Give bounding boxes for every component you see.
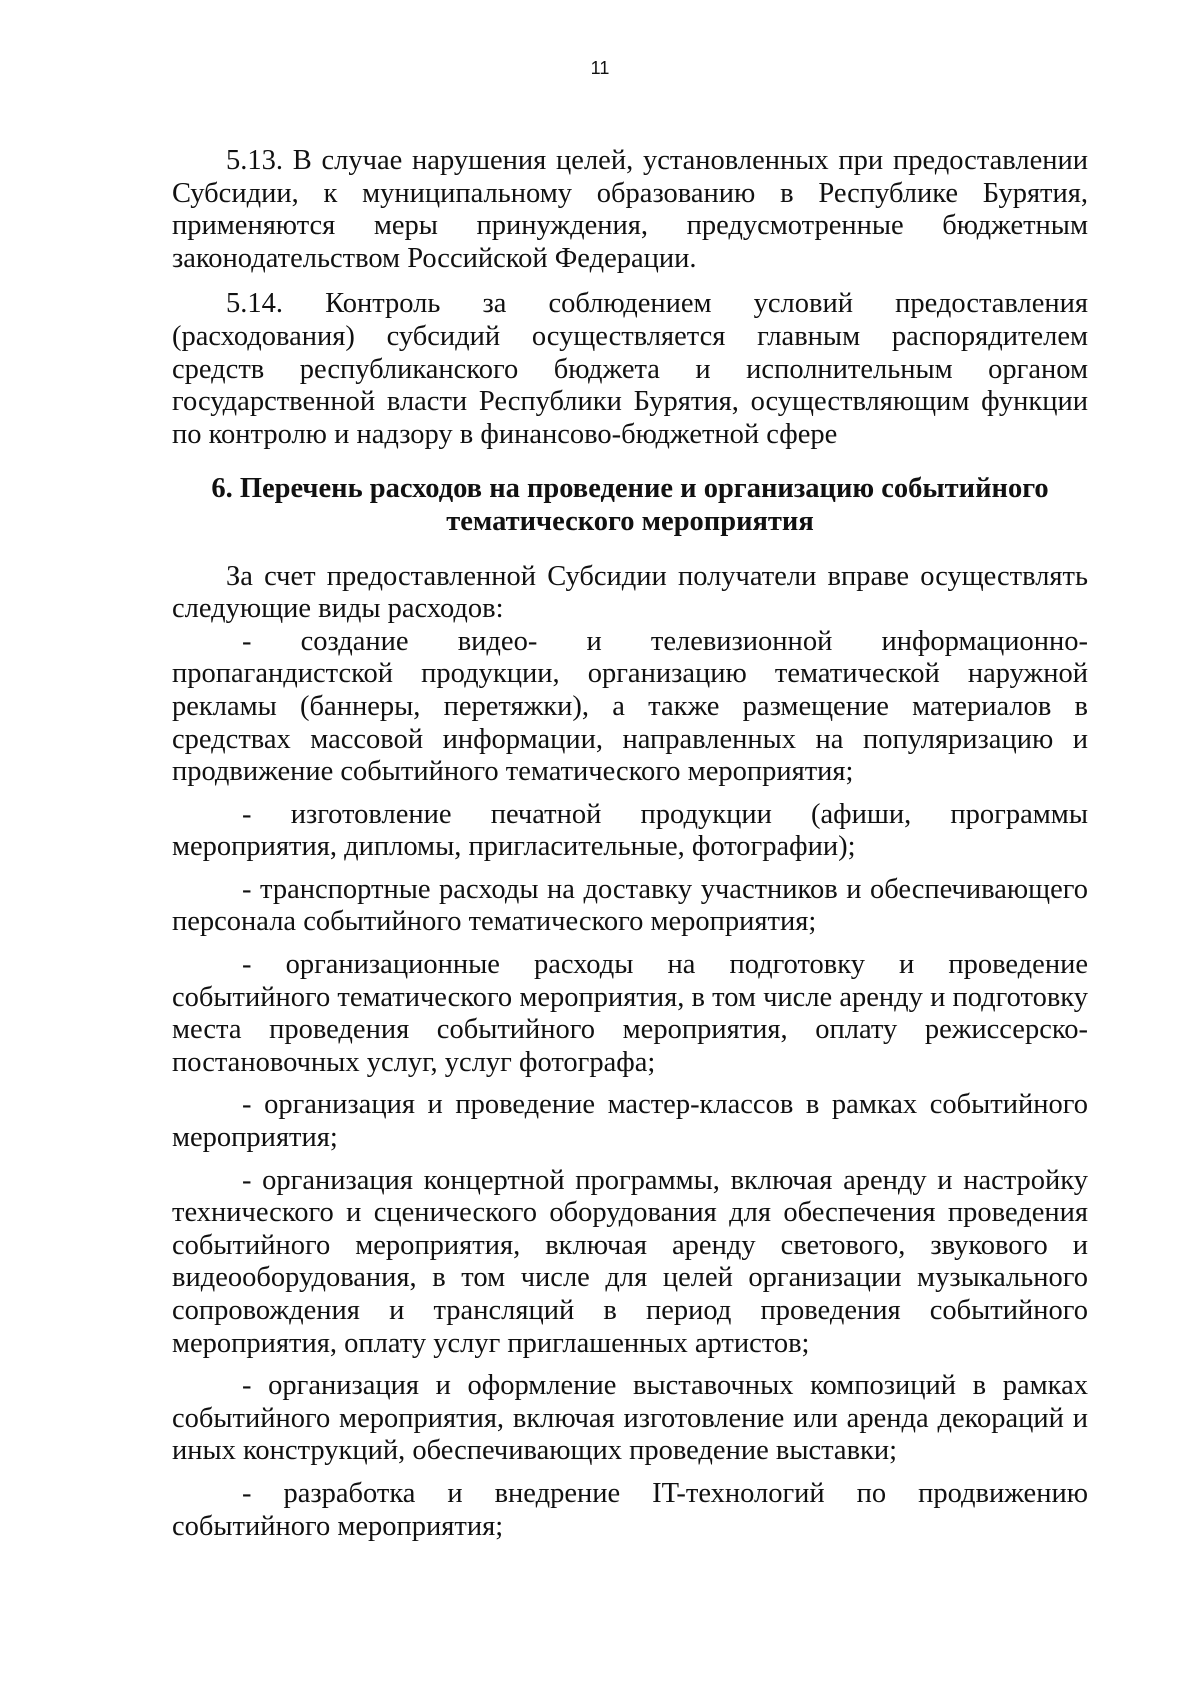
section-intro: За счет предоставленной Субсидии получатели вправе осуществлять следующие виды расходов: xyxy=(172,560,1088,625)
list-item: - организация и оформление выставочных композиций в рамках событийного мероприятия, включая изготовление или аренда декораций и иных конструкций, обеспечивающих проведение выставки; xyxy=(172,1370,1088,1467)
list-item: - транспортные расходы на доставку участников и обеспечивающего персонала событийного тематического мероприятия; xyxy=(172,873,1088,938)
paragraph-5-14: 5.14. Контроль за соблюдением условий предоставления (расходования) субсидий осуществляется главным распорядителем средств республиканского бюджета и исполнительным органом государственной власти Республики Бурятия, осуществляющим функции по контролю и надзору в финансово-бюджетной сфере xyxy=(172,288,1088,450)
list-item: - организационные расходы на подготовку и проведение событийного тематического мероприятия, в том числе аренду и подготовку места проведения событийного мероприятия, оплату режиссерско-постановочных услуг, услуг фотографа; xyxy=(172,949,1088,1078)
list-item: - создание видео- и телевизионной информационно-пропагандистской продукции, организацию тематической наружной рекламы (баннеры, перетяжки), а также размещение материалов в средствах массовой информации, направленных на популяризацию и продвижение событийного тематического мероприятия; xyxy=(172,625,1088,788)
expense-list xyxy=(172,626,1088,1543)
list-item: - изготовление печатной продукции (афиши, программы мероприятия, дипломы, пригласительные, фотографии); xyxy=(172,798,1088,863)
list-item: - организация концертной программы, включая аренду и настройку технического и сценического оборудования для обеспечения проведения событийного мероприятия, включая аренду светового, звукового и видеооборудования, в том числе для целей организации музыкального сопровождения и трансляций в период проведения событийного мероприятия, оплату услуг приглашенных артистов; xyxy=(172,1164,1088,1359)
paragraph-5-13: 5.13. В случае нарушения целей, установленных при предоставлении Субсидии, к муниципальному образованию в Республике Бурятия, применяются меры принуждения, предусмотренные бюджетным законодательством Российской Федерации. xyxy=(172,145,1088,274)
document-body xyxy=(172,145,1088,1543)
list-item: - организация и проведение мастер-классов в рамках событийного мероприятия; xyxy=(172,1089,1088,1154)
list-item: - разработка и внедрение IT-технологий по продвижению событийного мероприятия; xyxy=(172,1477,1088,1542)
section-heading: 6. Перечень расходов на проведение и организацию событийного тематического мероприятия xyxy=(211,473,1049,537)
page-number: 11 xyxy=(590,58,610,78)
